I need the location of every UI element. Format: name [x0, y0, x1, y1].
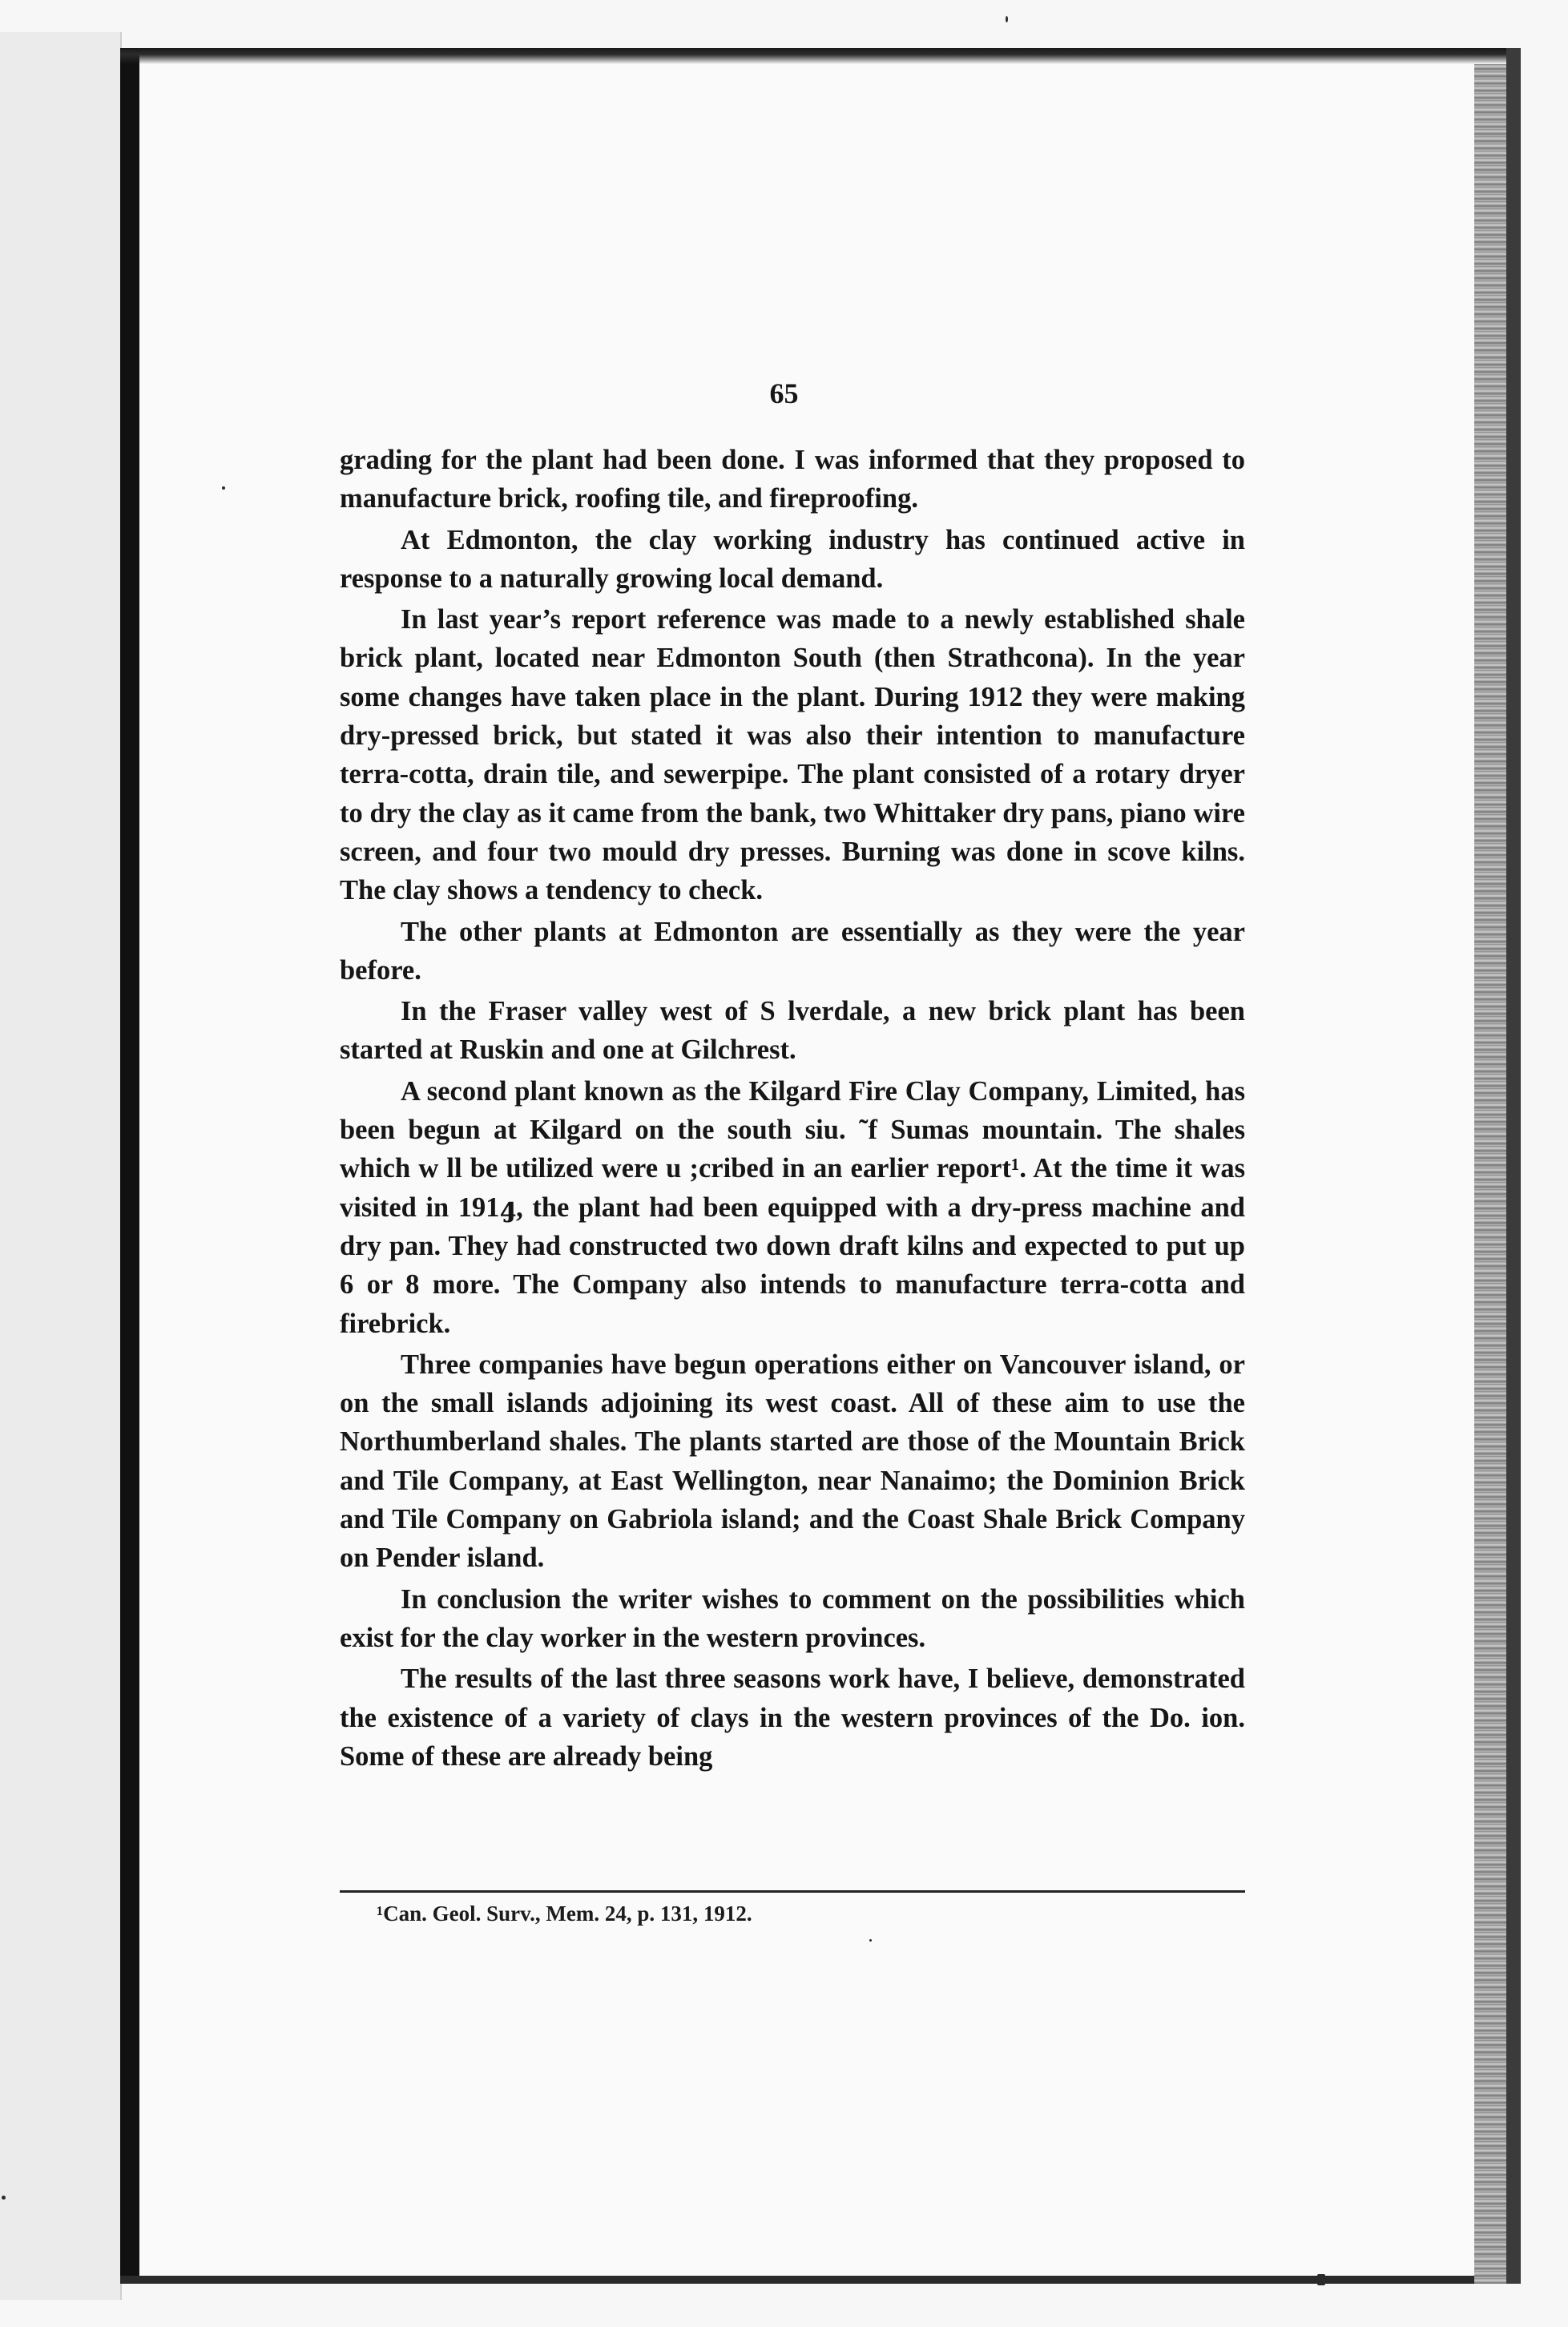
paragraph: The results of the last three seasons work have, I believe, demonstrated the existence of a variety of clays in the western provinces of the Do. ion. Some of these are already being — [340, 1664, 1245, 1772]
top-edge-shadow — [120, 48, 1514, 64]
paragraph: At Edmonton, the clay working industry has continued active in response to a naturally growing local demand. — [340, 524, 1245, 594]
body-text — [340, 441, 1245, 1778]
scan-speck — [222, 486, 225, 490]
footnote: ¹Can. Geol. Surv., Mem. 24, p. 131, 1912. — [377, 1902, 752, 1926]
paragraph: In conclusion the writer wishes to comment on the possibilities which exist for the clay worker in the western provinces. — [340, 1583, 1245, 1653]
paragraph: In last year’s report reference was made to a newly established shale brick plant, located near Edmonton South (then Strathcona). In the year some changes have taken place in the plant. During 1912 they were making dry-pressed brick, but stated it was also their intention to manufacture terra-cotta, drain tile, and sewerpipe. The plant consisted of a rotary dryer to dry the clay as it came from the bank, two Whittaker dry pans, piano wire screen, and four two mould dry presses. Burning was done in scove kilns. The clay shows a tendency to check. — [340, 604, 1245, 906]
bottom-edge-shadow — [120, 2276, 1514, 2284]
paragraph: Three companies have begun operations either on Vancouver island, or on the small islands adjoining its west coast. All of these aim to use the Northumberland shales. The plants started are those of the Mountain Brick and Tile Company, at East Wellington, near Nanaimo; the Dominion Brick and Tile Company on Gabriola island; and the Coast Shale Brick Company on Pender island. — [340, 1349, 1245, 1574]
paragraph: A second plant known as the Kilgard Fire Clay Company, Limited, has been begun at Kilgard on the south siu. ˜f Sumas mountain. The shales which w ll be utilized were u ;cribed in an earlier report¹. At the time it was visited in 191ꜭ, the plant had been equipped with a dry-press machine and dry pan. They had constructed two down draft kilns and expected to put up 6 or 8 more. The Company also intends to manufacture terra-cotta and firebrick. — [340, 1075, 1245, 1339]
footnote-rule — [340, 1890, 1245, 1893]
paragraph: The other plants at Edmonton are essentially as they were the year before. — [340, 916, 1245, 986]
scan-speck — [1006, 16, 1008, 22]
scan-speck — [1317, 2274, 1325, 2285]
scan-speck — [869, 1939, 872, 1942]
page-number: 65 — [769, 377, 799, 409]
paragraph: In the Fraser valley west of S lverdale, a new brick plant has been started at Ruskin and one at Gilchrest. — [340, 996, 1245, 1066]
paragraph: grading for the plant had been done. I was informed that they proposed to manufacture brick, roofing tile, and fireproofing. — [340, 445, 1245, 514]
facing-page-edge — [0, 32, 122, 2300]
scan-speck — [2, 2196, 6, 2200]
